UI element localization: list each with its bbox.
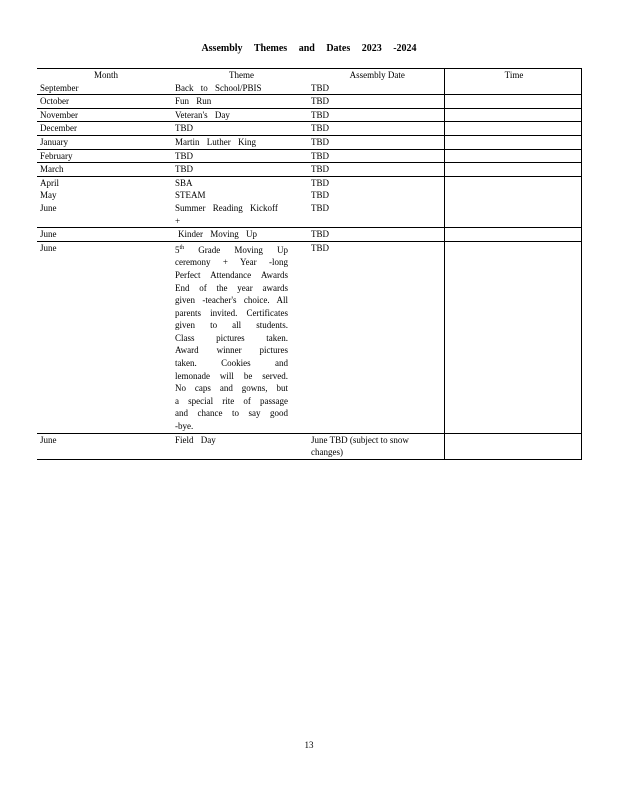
- header-theme: Theme: [172, 69, 308, 82]
- table-header-row: [37, 69, 581, 82]
- theme-cell: SBA: [175, 177, 193, 188]
- table-row: [37, 433, 581, 459]
- theme-cell: TBD: [172, 149, 308, 163]
- time-cell: [444, 95, 581, 109]
- time-cell: [444, 163, 581, 177]
- date-cell: TBD: [308, 149, 444, 163]
- date-cell: TBD: [308, 135, 444, 149]
- time-cell: [444, 228, 581, 242]
- time-cell: [444, 176, 581, 189]
- time-cell: [444, 122, 581, 136]
- date-cell: TBD: [311, 177, 329, 188]
- ordinal-suffix: th: [179, 244, 185, 251]
- theme-text: Grade Moving Up ceremony + Year -long Perfect Attendance Awards End of the year awards given -teacher's choice. All parents invited. Certificates given to all students. Class pictures taken. Award winner pictures taken. Cookies and lemonade will be served. No caps and gowns, but a special rite of passage and chance to say good -bye.: [175, 244, 288, 432]
- table-row: [37, 163, 581, 177]
- table-row: [37, 108, 581, 122]
- time-cell: [444, 189, 581, 202]
- date-cell: TBD: [308, 122, 444, 136]
- time-cell: [444, 82, 581, 95]
- time-cell: [444, 135, 581, 149]
- table-row: [37, 202, 581, 228]
- month-cell: November: [37, 108, 172, 122]
- theme-cell: Fun Run: [172, 95, 308, 109]
- header-time: Time: [444, 69, 581, 82]
- month-cell: June: [37, 433, 172, 459]
- table-row: [37, 82, 581, 95]
- time-cell: [444, 433, 581, 459]
- month-cell: January: [37, 135, 172, 149]
- theme-cell: [172, 241, 308, 433]
- date-cell: June TBD (subject to snow changes): [308, 433, 444, 459]
- date-cell: TBD: [308, 95, 444, 109]
- date-cell: TBD: [308, 241, 444, 433]
- time-cell: [444, 202, 581, 228]
- theme-cell: TBD: [172, 122, 308, 136]
- date-cell: TBD: [308, 228, 444, 242]
- page-title: Assembly Themes and Dates 2023 -2024: [201, 43, 417, 54]
- table-row: [37, 149, 581, 163]
- date-cell: TBD: [308, 163, 444, 177]
- month-cell: September: [37, 82, 172, 95]
- theme-cell: TBD: [172, 163, 308, 177]
- table-row: [37, 122, 581, 136]
- theme-cell: Martin Luther King: [172, 135, 308, 149]
- month-cell: June: [37, 241, 172, 433]
- month-cell: February: [37, 149, 172, 163]
- assembly-table: [37, 68, 582, 460]
- month-cell: April: [40, 177, 59, 188]
- table-row: [37, 189, 581, 202]
- month-cell: March: [37, 163, 172, 177]
- date-cell: TBD: [311, 190, 329, 201]
- theme-cell: Summer Reading Kickoff +: [172, 202, 308, 228]
- time-cell: [444, 241, 581, 433]
- date-cell: TBD: [308, 108, 444, 122]
- theme-cell: STEAM: [175, 190, 206, 201]
- time-cell: [444, 108, 581, 122]
- header-assembly-date: Assembly Date: [308, 69, 444, 82]
- month-cell: June: [37, 202, 172, 228]
- theme-cell: Veteran's Day: [172, 108, 308, 122]
- time-cell: [444, 149, 581, 163]
- table-row: [37, 176, 581, 189]
- month-cell: October: [37, 95, 172, 109]
- table-row: [37, 135, 581, 149]
- grade-number: 5: [175, 244, 180, 255]
- theme-cell: Kinder Moving Up: [172, 228, 308, 242]
- table-row: [37, 241, 581, 433]
- theme-cell: Back to School/PBIS: [172, 82, 308, 95]
- date-cell: TBD: [308, 202, 444, 228]
- header-month: Month: [37, 69, 172, 82]
- month-cell: December: [37, 122, 172, 136]
- page-number: 13: [304, 740, 314, 750]
- month-cell: June: [37, 228, 172, 242]
- theme-cell: Field Day: [172, 433, 308, 459]
- table-row: [37, 95, 581, 109]
- table-row: [37, 228, 581, 242]
- month-cell: May: [40, 190, 57, 201]
- date-cell: TBD: [308, 82, 444, 95]
